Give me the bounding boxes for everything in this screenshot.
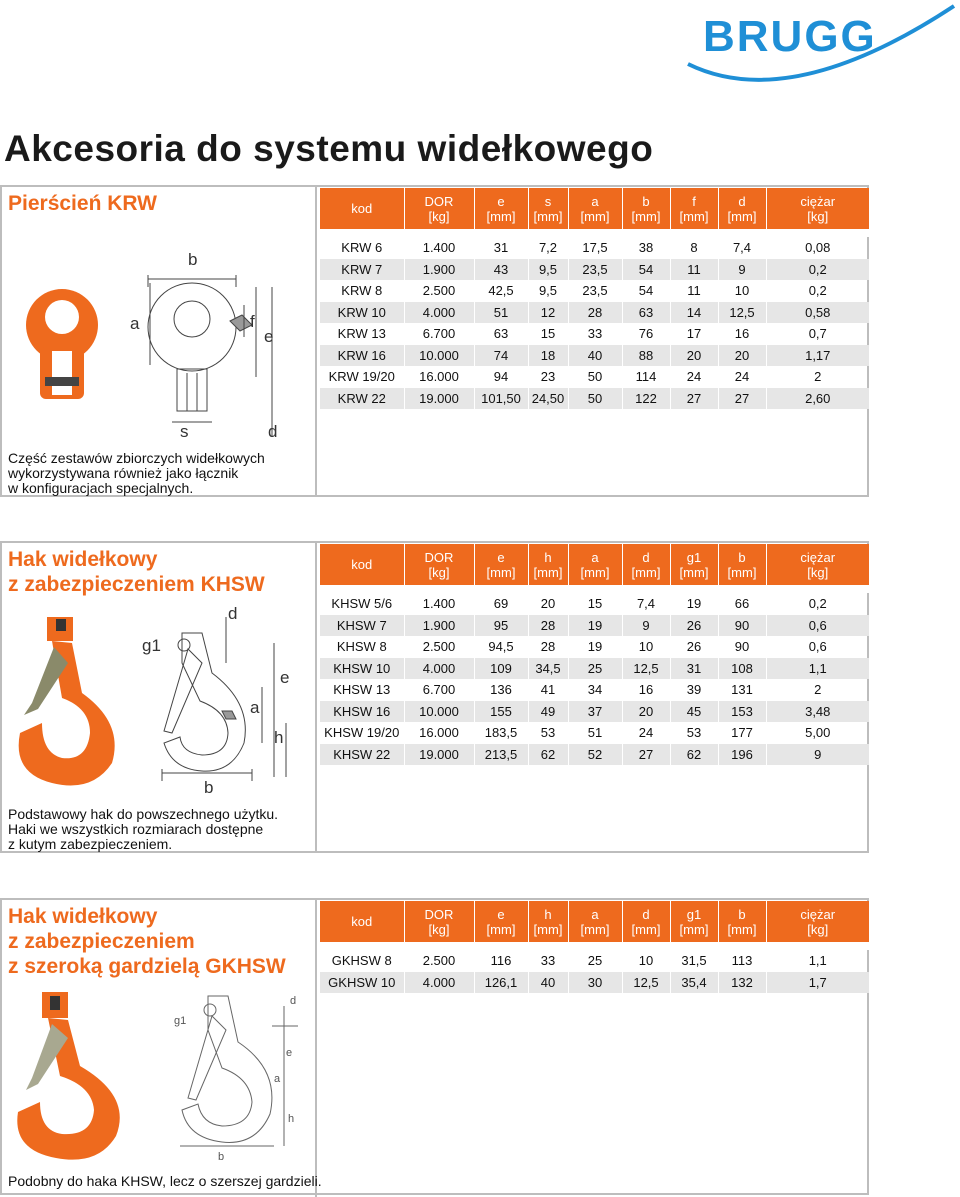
table-cell: 74 [474, 345, 528, 367]
table-cell: 1.400 [404, 593, 474, 615]
section-title: Hak widełkowy z zabezpieczeniem KHSW [8, 548, 265, 596]
table-cell: 10 [718, 280, 766, 302]
table-cell: 28 [528, 615, 568, 637]
column-header: b [mm] [718, 544, 766, 585]
table-cell: 63 [474, 323, 528, 345]
table-cell: 38 [622, 237, 670, 259]
table-cell: 53 [528, 722, 568, 744]
cell-code: KRW 19/20 [320, 366, 404, 388]
table-cell: 114 [622, 366, 670, 388]
column-header: ciężar [kg] [766, 544, 869, 585]
section-khsw [0, 541, 869, 853]
table-cell: 50 [568, 388, 622, 410]
table-cell: 30 [568, 972, 622, 994]
column-header: d [mm] [718, 188, 766, 229]
table-cell: 2 [814, 682, 822, 698]
table-cell: 51 [568, 722, 622, 744]
cell-code: KRW 6 [320, 237, 404, 259]
table-cell: 0,2 [808, 283, 827, 299]
cell-code: KRW 10 [320, 302, 404, 324]
table-cell: 10 [622, 636, 670, 658]
column-header: kod [320, 901, 404, 942]
table-cell: 49 [528, 701, 568, 723]
column-header: s [mm] [528, 188, 568, 229]
table-cell: 63 [622, 302, 670, 324]
table-cell: 45 [670, 701, 718, 723]
table-row [320, 744, 869, 766]
khsw-technical-drawing [162, 617, 286, 781]
cell-code: KRW 22 [320, 388, 404, 410]
dim-label-s: s [180, 422, 189, 437]
table-cell: 51 [474, 302, 528, 324]
dim-label-d: d [290, 995, 297, 1007]
table-body [320, 229, 869, 409]
table-cell: 53 [670, 722, 718, 744]
brand-name: BRUGG [703, 12, 877, 61]
table-cell: 52 [568, 744, 622, 766]
table-cell: 17,5 [568, 237, 622, 259]
table-cell: 37 [568, 701, 622, 723]
table-cell: 95 [474, 615, 528, 637]
table-cell: 31 [474, 237, 528, 259]
table-cell: 34,5 [528, 658, 568, 680]
table-cell: 23,5 [568, 280, 622, 302]
table-cell: 9,5 [528, 280, 568, 302]
column-header: d [mm] [622, 901, 670, 942]
section-gkhsw [0, 898, 869, 1195]
table-cell: 26 [670, 636, 718, 658]
table-row [320, 366, 869, 388]
table-cell: 9 [622, 615, 670, 637]
gkhsw-spec-table [320, 901, 869, 993]
cell-code: KHSW 5/6 [320, 593, 404, 615]
column-header: e [mm] [474, 901, 528, 942]
table-row [320, 636, 869, 658]
table-cell: 1.900 [404, 259, 474, 281]
table-row [320, 701, 869, 723]
dim-label-h: h [274, 728, 284, 747]
column-header: f [mm] [670, 188, 718, 229]
khsw-hook-photo [19, 617, 115, 786]
table-cell: 213,5 [474, 744, 528, 766]
table-row [320, 280, 869, 302]
table-cell: 94 [474, 366, 528, 388]
table-cell: 76 [622, 323, 670, 345]
table-cell: 41 [528, 679, 568, 701]
dim-label-b: b [188, 250, 198, 269]
table-cell: 12,5 [622, 658, 670, 680]
table-cell: 19 [670, 593, 718, 615]
table-cell: 19.000 [404, 388, 474, 410]
section-description: Podobny do haka KHSW, lecz o szerszej gardzieli. [8, 1173, 322, 1189]
page-title: Akcesoria do systemu widełkowego [4, 128, 654, 169]
table-row [320, 345, 869, 367]
table-cell: 109 [474, 658, 528, 680]
table-cell: 19 [568, 615, 622, 637]
krw-ring-photo [26, 289, 98, 399]
table-cell: 6.700 [404, 323, 474, 345]
table-cell: 9 [718, 259, 766, 281]
dim-label-a: a [274, 1073, 281, 1085]
table-cell: 24 [718, 366, 766, 388]
table-cell: 90 [718, 615, 766, 637]
table-cell: 2.500 [404, 636, 474, 658]
table-cell: 33 [528, 950, 568, 972]
krw-ring-diagram [12, 247, 308, 437]
table-cell: 24 [622, 722, 670, 744]
dim-label-a: a [130, 314, 140, 333]
gkhsw-hook-diagram [12, 986, 308, 1166]
table-cell: 17 [670, 323, 718, 345]
column-header: DOR [kg] [404, 188, 474, 229]
table-cell: 88 [622, 345, 670, 367]
table-cell: 4.000 [404, 972, 474, 994]
table-cell: 43 [474, 259, 528, 281]
table-cell: 0,2 [766, 259, 869, 281]
table-cell: 2.500 [404, 950, 474, 972]
table-cell: 24 [670, 366, 718, 388]
table-cell: 11 [670, 259, 718, 281]
table-cell: 16 [622, 679, 670, 701]
table-cell: 10.000 [404, 701, 474, 723]
table-cell: 122 [622, 388, 670, 410]
table-row [320, 950, 869, 972]
table-cell: 27 [718, 388, 766, 410]
table-cell: 42,5 [474, 280, 528, 302]
table-cell: 108 [718, 658, 766, 680]
column-header: b [mm] [622, 188, 670, 229]
table-cell: 7,2 [528, 237, 568, 259]
table-cell: 50 [568, 366, 622, 388]
table-cell: 132 [718, 972, 766, 994]
gkhsw-hook-photo [17, 992, 119, 1160]
cell-code: KHSW 8 [320, 636, 404, 658]
table-cell: 27 [622, 744, 670, 766]
table-cell: 23,5 [568, 259, 622, 281]
table-cell: 2 [814, 369, 822, 385]
dim-label-d: d [268, 422, 278, 437]
table-row [320, 259, 869, 281]
section-krw [0, 185, 869, 497]
table-cell: 33 [568, 323, 622, 345]
column-header: e [mm] [474, 544, 528, 585]
table-cell: 4.000 [404, 658, 474, 680]
table-cell: 3,48 [766, 701, 869, 723]
table-row [320, 658, 869, 680]
column-header: g1 [mm] [670, 544, 718, 585]
table-cell: 0,6 [766, 615, 869, 637]
table-cell: 24,50 [528, 388, 568, 410]
krw-technical-drawing [148, 275, 272, 437]
table-cell: 31,5 [670, 950, 718, 972]
table-cell: 1,1 [766, 658, 869, 680]
column-header: ciężar [kg] [766, 901, 869, 942]
khsw-hook-diagram [12, 603, 308, 798]
table-cell: 155 [474, 701, 528, 723]
table-row [320, 722, 869, 744]
table-cell: 0,08 [805, 240, 831, 256]
table-cell: 12 [528, 302, 568, 324]
table-row [320, 593, 869, 615]
table-cell: 20 [622, 701, 670, 723]
table-cell: 15 [528, 323, 568, 345]
table-header [320, 188, 869, 229]
table-cell: 12,5 [718, 302, 766, 324]
table-cell: 16 [718, 323, 766, 345]
gkhsw-technical-drawing [180, 996, 298, 1146]
table-cell: 5,00 [805, 725, 831, 741]
table-cell: 0,6 [808, 639, 827, 655]
table-cell: 66 [718, 593, 766, 615]
table-cell: 131 [718, 679, 766, 701]
dim-label-f: f [250, 312, 255, 331]
table-cell: 20 [528, 593, 568, 615]
table-cell: 0,58 [766, 302, 869, 324]
column-header: h [mm] [528, 544, 568, 585]
table-cell: 1.400 [404, 237, 474, 259]
table-cell: 7,4 [718, 237, 766, 259]
table-cell: 20 [670, 345, 718, 367]
table-cell: 31 [670, 658, 718, 680]
column-header: a [mm] [568, 901, 622, 942]
table-cell: 94,5 [474, 636, 528, 658]
table-cell: 101,50 [474, 388, 528, 410]
dim-label-h: h [288, 1113, 295, 1125]
table-cell: 39 [670, 679, 718, 701]
table-cell: 8 [670, 237, 718, 259]
krw-spec-table [320, 188, 869, 409]
section-title: Pierścień KRW [8, 192, 157, 215]
dim-label-e: e [286, 1047, 293, 1059]
table-cell: 25 [568, 658, 622, 680]
table-cell: 11 [670, 280, 718, 302]
table-cell: 40 [528, 972, 568, 994]
column-header: e [mm] [474, 188, 528, 229]
cell-code: KHSW 13 [320, 679, 404, 701]
table-cell: 183,5 [474, 722, 528, 744]
cell-code: KHSW 16 [320, 701, 404, 723]
section-description: Część zestawów zbiorczych widełkowych wykorzystywana również jako łącznik w konfiguracjach specjalnych. [8, 450, 265, 496]
table-cell: 14 [670, 302, 718, 324]
table-cell: 54 [622, 259, 670, 281]
table-cell: 23 [528, 366, 568, 388]
cell-code: KRW 8 [320, 280, 404, 302]
column-header: kod [320, 188, 404, 229]
table-header [320, 544, 869, 585]
table-cell: 54 [622, 280, 670, 302]
column-header: kod [320, 544, 404, 585]
table-row [320, 237, 869, 259]
cell-code: KHSW 22 [320, 744, 404, 766]
table-cell: 9 [766, 744, 869, 766]
dim-label-b: b [218, 1151, 225, 1163]
table-cell: 4.000 [404, 302, 474, 324]
khsw-spec-table [320, 544, 869, 765]
table-cell: 12,5 [622, 972, 670, 994]
table-cell: 1,7 [766, 972, 869, 994]
column-header: d [mm] [622, 544, 670, 585]
section-description: Podstawowy hak do powszechnego użytku. Haki we wszystkich rozmiarach dostępne z kutym zabezpieczeniem. [8, 806, 279, 852]
table-cell: 126,1 [474, 972, 528, 994]
table-cell: 153 [718, 701, 766, 723]
table-cell: 1,17 [766, 345, 869, 367]
cell-code: GKHSW 8 [320, 950, 404, 972]
cell-code: KRW 16 [320, 345, 404, 367]
column-header: ciężar [kg] [766, 188, 869, 229]
table-cell: 90 [718, 636, 766, 658]
table-cell: 10.000 [404, 345, 474, 367]
table-cell: 27 [670, 388, 718, 410]
table-cell: 1,1 [808, 953, 827, 969]
table-header [320, 901, 869, 942]
table-cell: 19 [568, 636, 622, 658]
column-header: b [mm] [718, 901, 766, 942]
table-cell: 6.700 [404, 679, 474, 701]
table-cell: 113 [718, 950, 766, 972]
table-body [320, 585, 869, 765]
column-header: a [mm] [568, 188, 622, 229]
table-cell: 7,4 [622, 593, 670, 615]
dim-label-e: e [280, 668, 290, 687]
table-cell: 62 [528, 744, 568, 766]
table-cell: 69 [474, 593, 528, 615]
table-cell: 34 [568, 679, 622, 701]
table-cell: 62 [670, 744, 718, 766]
table-cell: 0,7 [808, 326, 827, 342]
column-header: h [mm] [528, 901, 568, 942]
dim-label-g1: g1 [142, 636, 161, 655]
cell-code: KRW 7 [320, 259, 404, 281]
table-cell: 40 [568, 345, 622, 367]
column-header: a [mm] [568, 544, 622, 585]
dim-label-b: b [204, 778, 214, 797]
table-cell: 35,4 [670, 972, 718, 994]
table-cell: 15 [568, 593, 622, 615]
table-cell: 2,60 [766, 388, 869, 410]
table-cell: 18 [528, 345, 568, 367]
table-body [320, 942, 869, 993]
table-cell: 28 [568, 302, 622, 324]
table-row [320, 679, 869, 701]
table-cell: 2.500 [404, 280, 474, 302]
cell-code: KHSW 10 [320, 658, 404, 680]
dim-label-e: e [264, 327, 274, 346]
table-row [320, 302, 869, 324]
table-row [320, 615, 869, 637]
table-cell: 25 [568, 950, 622, 972]
dim-label-d: d [228, 604, 238, 623]
table-cell: 28 [528, 636, 568, 658]
table-cell: 20 [718, 345, 766, 367]
table-row [320, 388, 869, 410]
section-title: Hak widełkowy z zabezpieczeniem z szeroką gardzielą GKHSW [8, 905, 286, 978]
table-cell: 1.900 [404, 615, 474, 637]
table-cell: 136 [474, 679, 528, 701]
cell-code: KHSW 7 [320, 615, 404, 637]
column-header: g1 [mm] [670, 901, 718, 942]
column-header: DOR [kg] [404, 544, 474, 585]
table-row [320, 972, 869, 994]
table-row [320, 323, 869, 345]
table-cell: 26 [670, 615, 718, 637]
cell-code: GKHSW 10 [320, 972, 404, 994]
dim-label-a: a [250, 698, 260, 717]
table-cell: 116 [474, 950, 528, 972]
table-cell: 10 [622, 950, 670, 972]
cell-code: KHSW 19/20 [320, 722, 404, 744]
table-cell: 16.000 [404, 366, 474, 388]
table-cell: 177 [718, 722, 766, 744]
column-header: DOR [kg] [404, 901, 474, 942]
cell-code: KRW 13 [320, 323, 404, 345]
dim-label-g1: g1 [174, 1015, 187, 1027]
table-cell: 0,2 [808, 596, 827, 612]
table-cell: 9,5 [528, 259, 568, 281]
table-cell: 19.000 [404, 744, 474, 766]
table-cell: 16.000 [404, 722, 474, 744]
table-cell: 196 [718, 744, 766, 766]
